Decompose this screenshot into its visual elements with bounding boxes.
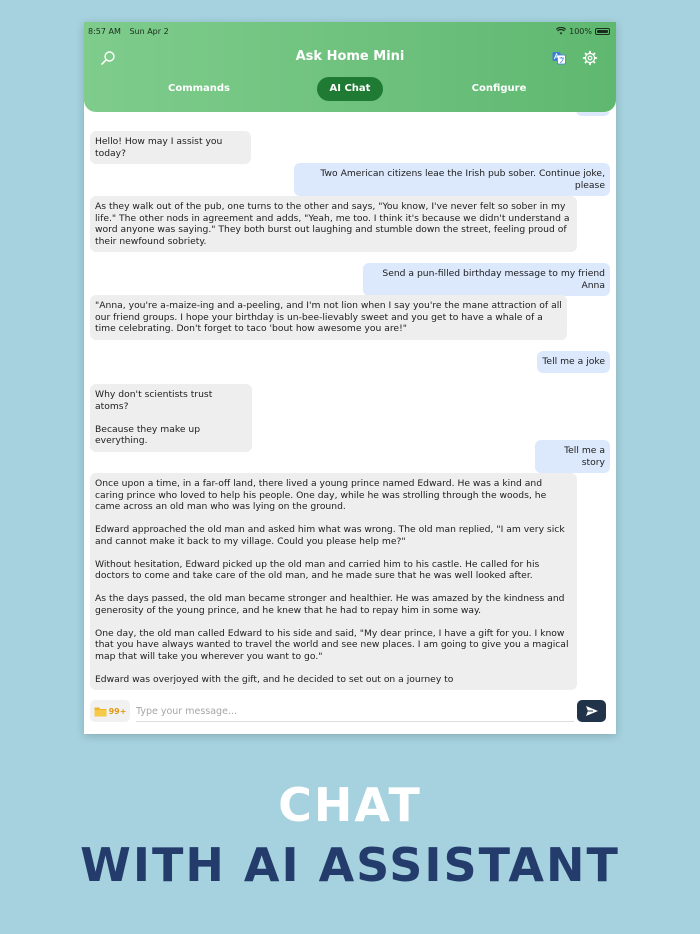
chat-message-bot: "Anna, you're a-maize-ing and a-peeling, and I'm not lion when I say you're the mane attraction of all our friend groups. I hope your birthday is un-bee-lievably sweet and you get to have a whale of a time celebrating. Don't forget to taco 'bout how awesome you are!" <box>90 295 567 340</box>
battery-percent: 100% <box>569 26 592 36</box>
chat-message-user: Tell me a story <box>535 440 610 473</box>
app-title: Ask Home Mini <box>295 49 405 64</box>
app-window <box>84 22 616 734</box>
folder-icon <box>94 706 107 717</box>
app-header <box>84 22 616 112</box>
chat-message-bot: Hello! How may I assist you today? <box>90 131 251 164</box>
chat-message-user-clipped <box>576 112 610 116</box>
send-button[interactable] <box>577 700 606 722</box>
chat-message-user: Two American citizens leae the Irish pub sober. Continue joke, please <box>294 163 610 196</box>
send-icon <box>585 705 599 717</box>
tagline-line1: CHAT <box>278 778 422 832</box>
chat-message-user: Tell me a joke <box>537 351 610 373</box>
quota-count: 99+ <box>108 706 127 716</box>
status-bar <box>88 25 610 37</box>
gear-icon[interactable] <box>582 50 598 66</box>
message-input[interactable] <box>136 702 574 722</box>
status-time: 8:57 AM <box>88 26 121 36</box>
chat-message-user: Send a pun-filled birthday message to my friend Anna <box>363 263 610 296</box>
tab-ai-chat[interactable]: AI Chat <box>317 77 383 101</box>
tab-bar <box>84 77 616 101</box>
chat-message-bot: As they walk out of the pub, one turns to the other and says, "You know, I've never felt so sober in my life." The other nods in agreement and adds, "Yeah, me too. I think it's because we didn't understand a word anyone was saying." They both burst out laughing and stumble down the street, feeling proud of their newfound sobriety. <box>90 196 577 252</box>
translate-icon[interactable] <box>552 51 566 65</box>
tagline-line2: WITH AI ASSISTANT <box>80 838 620 892</box>
tab-commands[interactable]: Commands <box>167 83 231 94</box>
chat-message-bot: Why don't scientists trust atoms? Because they make up everything. <box>90 384 252 452</box>
chat-thread[interactable] <box>84 112 616 690</box>
message-composer <box>84 692 616 734</box>
battery-icon <box>595 28 610 35</box>
tab-configure[interactable]: Configure <box>471 83 527 94</box>
wifi-icon <box>556 27 566 35</box>
chat-message-bot: Once upon a time, in a far-off land, there lived a young prince named Edward. He was a kind and caring prince who loved to help his people. One day, while he was strolling through the woods, he came across an old man who was lying on the ground. Edward approached the old man and asked him what was wrong. The old man replied, "I am very sick and cannot make it back to my village. Could you please help me?" Without hesitation, Edward picked up the old man and carried him to his castle. He called for his doctors to come and take care of the old man, and he made sure that he was well looked after. As the days passed, the old man became stronger and healthier. He was amazed by the kindness and generosity of the young prince, and he knew that he had to repay him in some way. One day, the old man called Edward to his side and said, "My dear prince, I have a gift for you. I know that you have always wanted to travel the world and see new places. I am going to give you a magical map that will take you wherever you want to go." Edward was overjoyed with the gift, and he decided to set out on a journey to <box>90 473 577 690</box>
quota-button[interactable] <box>90 700 130 722</box>
status-date: Sun Apr 2 <box>129 26 169 36</box>
